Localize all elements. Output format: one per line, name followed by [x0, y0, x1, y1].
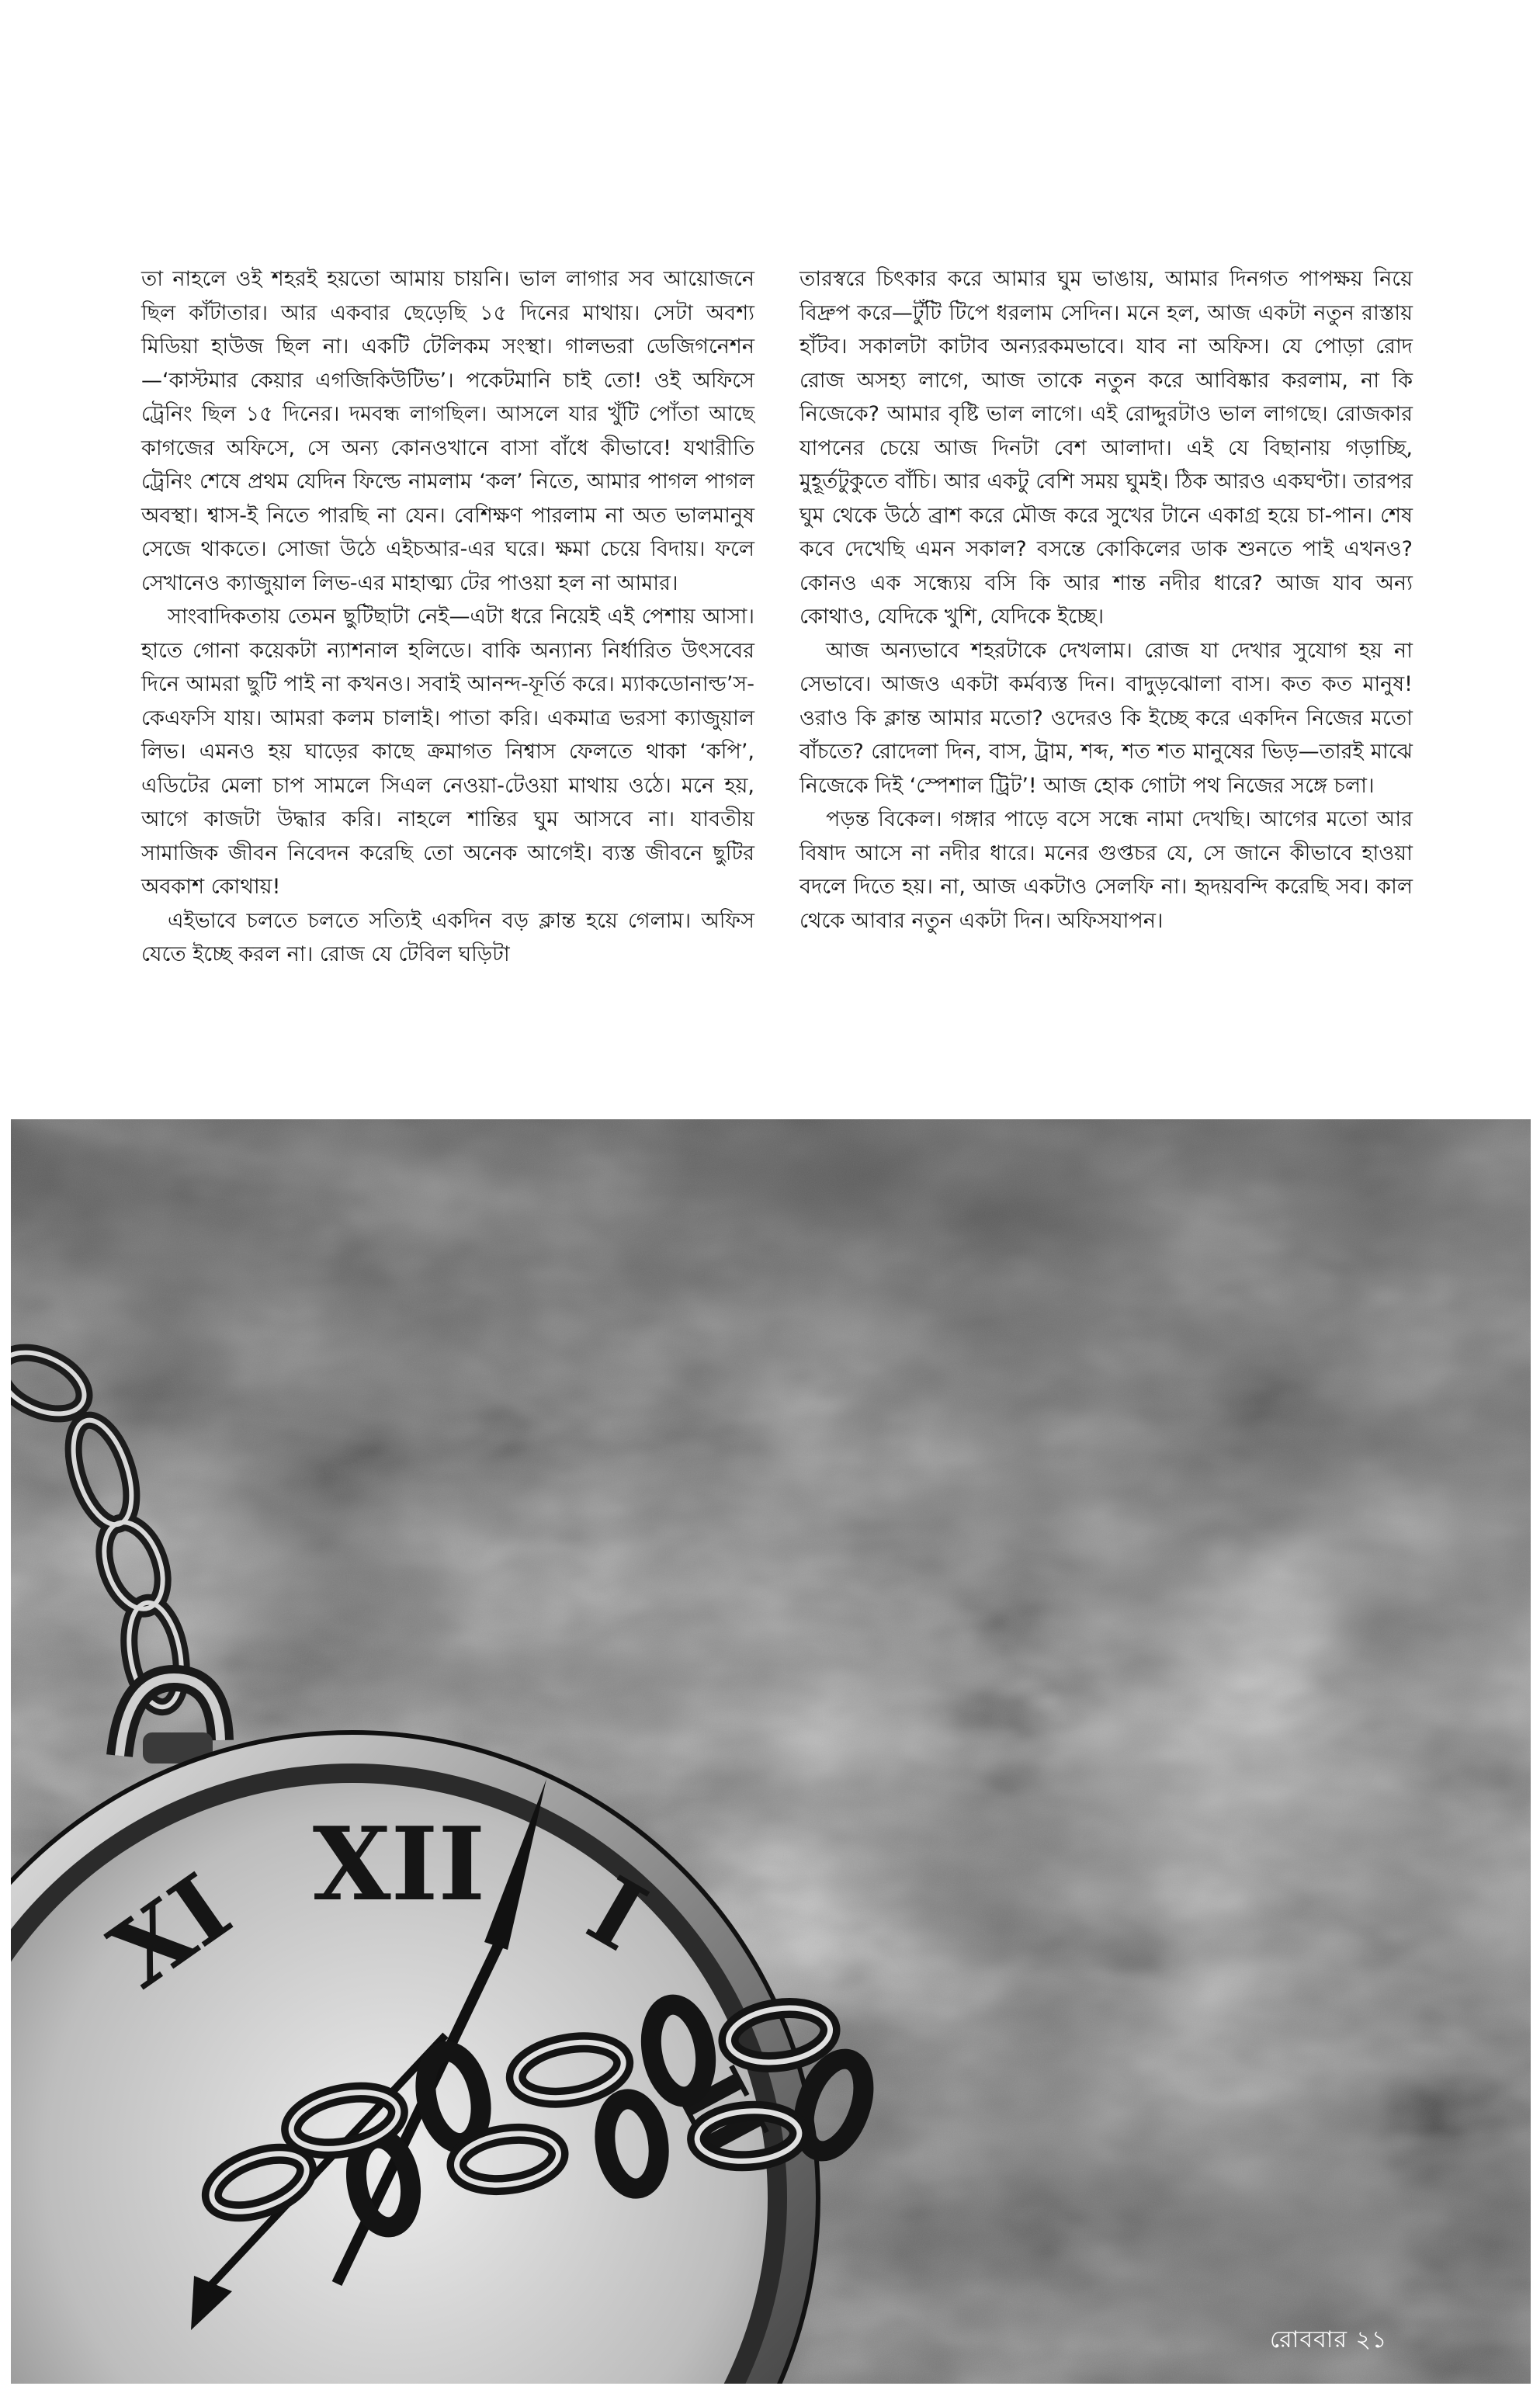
numeral-eleven: XI	[92, 1853, 250, 2010]
pocket-watch-illustration	[11, 1119, 1531, 2384]
numeral-one: I	[571, 1855, 664, 1973]
numeral-two: II	[655, 2052, 787, 2176]
paragraph: তারস্বরে চিৎকার করে আমার ঘুম ভাঙায়, আমার দিনগত পাপক্ষয় নিয়ে বিদ্রুপ করে—টুঁটি টিপে ধরলাম সেদিন। মনে হল, আজ একটা নতুন রাস্তায় হাঁটব। সকালটা কাটাব অন্যরকমভাবে। যাব না অফিস। যে পোড়া রোদ রোজ অসহ্য লাগে, আজ তাকে নতুন করে আবিষ্কার করলাম, না কি নিজেকে? আমার বৃষ্টি ভাল লাগে। এই রোদ্দুরটাও ভাল লাগছে। রোজকার যাপনের চেয়ে আজ দিনটা বেশ আলাদা। এই যে বিছানায় গড়াচ্ছি, মুহূর্তটুকুতে বাঁচি। আর একটু বেশি সময় ঘুমই। ঠিক আরও একঘণ্টা। তারপর ঘুম থেকে উঠে ব্রাশ করে মৌজ করে সুখের টানে একাগ্র হয়ে চা-পান। শেষ কবে দেখেছি এমন সকাল? বসন্তে কোকিলের ডাক শুনতে পাই এখনও? কোনও এক সন্ধ্যেয় বসি কি আর শান্ত নদীর ধারে? আজ যাব অন্য কোথাও, যেদিকে খুশি, যেদিকে ইচ্ছে।	[799, 267, 1413, 629]
paragraph: এইভাবে চলতে চলতে সত্যিই একদিন বড় ক্লান্ত হয়ে গেলাম। অফিস যেতে ইচ্ছে করল না। রোজ যে টেবিল ঘড়িটা	[141, 908, 754, 966]
paragraph: তা নাহলে ওই শহরই হয়তো আমায় চায়নি। ভাল লাগার সব আয়োজনে ছিল কাঁটাতার। আর একবার ছেড়েছি ১৫ দিনের মাথায়। সেটা অবশ্য মিডিয়া হাউজ ছিল না। একটি টেলিকম সংস্থা। গালভরা ডেজিগনেশন—‘কাস্টমার কেয়ার এগজিকিউটিভ’। পকেটমানি চাই তো! ওই অফিসে ট্রেনিং ছিল ১৫ দিনের। দমবন্ধ লাগছিল। আসলে যার খুঁটি পোঁতা আছে কাগজের অফিসে, সে অন্য কোনওখানে বাসা বাঁধে কীভাবে! যথারীতি ট্রেনিং শেষে প্রথম যেদিন ফিল্ডে নামলাম ‘কল’ নিতে, আমার পাগল পাগল অবস্থা। শ্বাস-ই নিতে পারছি না যেন। বেশিক্ষণ পারলাম না অত ভালমানুষ সেজে থাকতে। সোজা উঠে এইচআর-এর ঘরে। ক্ষমা চেয়ে বিদায়। ফলে সেখানেও ক্যাজুয়াল লিভ-এর মাহাত্ম্য টের পাওয়া হল না আমার।	[141, 267, 754, 595]
paragraph: পড়ন্ত বিকেল। গঙ্গার পাড়ে বসে সন্ধে নামা দেখছি। আগের মতো আর বিষাদ আসে না নদীর ধারে। মনের গুপ্তচর যে, সে জানে কীভাবে হাওয়া বদলে দিতে হয়। না, আজ একটাও সেলফি না। হৃদয়বন্দি করেছি সব। কাল থেকে আবার নতুন একটা দিন। অফিসযাপন।	[799, 807, 1413, 933]
page-number: রোববার ২১	[1270, 2326, 1388, 2353]
article-column-right	[799, 262, 1413, 938]
numeral-twelve: XII	[312, 1805, 486, 1923]
paragraph: সাংবাদিকতায় তেমন ছুটিছাটা নেই—এটা ধরে নিয়েই এই পেশায় আসা। হাতে গোনা কয়েকটা ন্যাশনাল হলিডে। বাকি অন্যান্য নির্ধারিত উৎসবের দিনে আমরা ছুটি পাই না কখনও। সবাই আনন্দ-ফূর্তি করে। ম্যাকডোনাল্ড’স-কেএফসি যায়। আমরা কলম চালাই। পাতা করি। একমাত্র ভরসা ক্যাজুয়াল লিভ। এমনও হয় ঘাড়ের কাছে ক্রমাগত নিশ্বাস ফেলতে থাকা ‘কপি’, এডিটের মেলা চাপ সামলে সিএল নেওয়া-টেওয়া মাথায় ওঠে। মনে হয়, আগে কাজটা উদ্ধার করি। নাহলে শান্তির ঘুম আসবে না। যাবতীয় সামাজিক জীবন নিবেদন করেছি তো অনেক আগেই। ব্যস্ত জীবনে ছুটির অবকাশ কোথায়!	[141, 605, 754, 899]
article-column-left	[141, 262, 754, 972]
paragraph: আজ অন্যভাবে শহরটাকে দেখলাম। রোজ যা দেখার সুযোগ হয় না সেভাবে। আজও একটা কর্মব্যস্ত দিন। বাদুড়ঝোলা বাস। কত কত মানুষ! ওরাও কি ক্লান্ত আমার মতো? ওদেরও কি ইচ্ছে করে একদিন নিজের মতো বাঁচতে? রোদেলা দিন, বাস, ট্রাম, শব্দ, শত শত মানুষের ভিড়—তারই মাঝে নিজেকে দিই ‘স্পেশাল ট্রিট’! আজ হোক গোটা পথ নিজের সঙ্গে চলা।	[799, 638, 1413, 798]
